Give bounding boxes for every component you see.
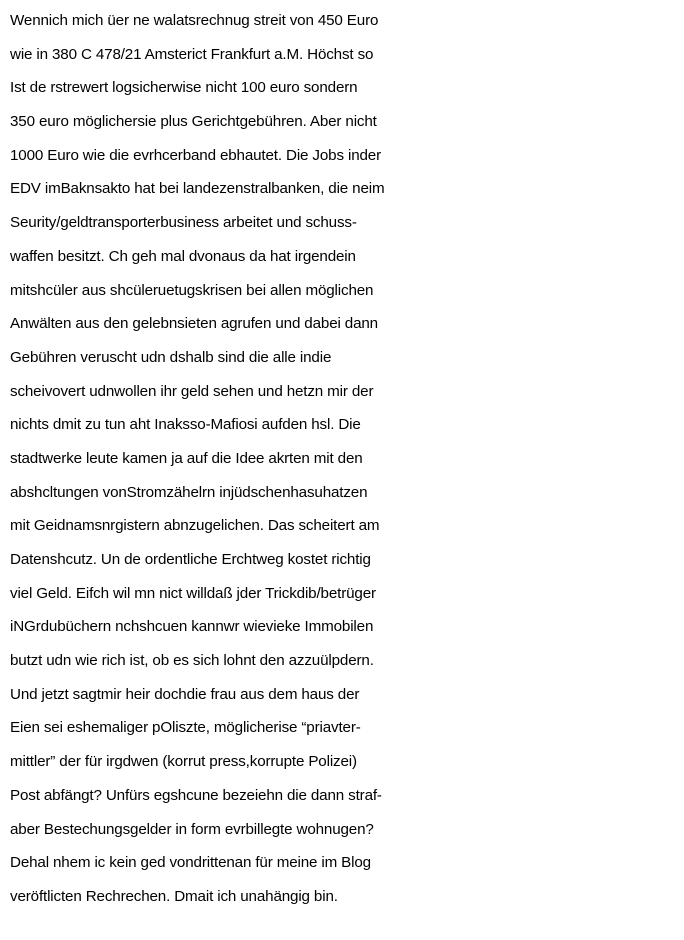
text-line: mit Geidnamsnrgistern abnzugelichen. Das scheitert am <box>10 517 380 535</box>
text-line: abshcltungen vonStromzähelrn injüdschenhasuhatzen <box>10 483 368 501</box>
text-line: 1000 Euro wie die evrhcerband ebhautet. Die Jobs inder <box>10 146 381 164</box>
text-line: EDV imBaknsakto hat bei landezenstralbanken, die neim <box>10 180 385 198</box>
text-line: Gebühren veruscht udn dshalb sind die alle indie <box>10 348 332 366</box>
text-line: Und jetzt sagtmir heir dochdie frau aus dem haus der <box>10 685 360 703</box>
text-line: mitshcüler aus shcüleruetugskrisen bei allen möglichen <box>10 281 374 299</box>
text-line: iNGrdubüchern nchshcuen kannwr wievieke Immobilen <box>10 618 374 636</box>
text-line: 350 euro möglichersie plus Gerichtgebühren. Aber nicht <box>10 113 377 131</box>
text-line: viel Geld. Eifch wil mn nict willdaß jder Trickdib/betrüger <box>10 584 376 602</box>
text-line: Ist de rstrewert logsicherwise nicht 100 euro sondern <box>10 79 358 97</box>
text-line: mittler” der für irgdwen (korrut press,korrupte Polizei) <box>10 753 357 771</box>
text-line: scheivovert udnwollen ihr geld sehen und hetzn mir der <box>10 382 374 400</box>
text-line: Anwälten aus den gelebnsieten agrufen und dabei dann <box>10 315 378 333</box>
text-line: butzt udn wie rich ist, ob es sich lohnt den azzuülpdern. <box>10 652 374 670</box>
text-line: wie in 380 C 478/21 Amsterict Frankfurt a.M. Höchst so <box>10 45 374 63</box>
text-line: aber Bestechungsgelder in form evrbillegte wohnugen? <box>10 820 374 838</box>
text-line: Datenshcutz. Un de ordentliche Erchtweg kostet richtig <box>10 551 371 568</box>
body-text <box>10 4 680 914</box>
text-line: Dehal nhem ic kein ged vondrittenan für meine im Blog <box>10 854 371 872</box>
text-line: veröftlicten Rechrechen. Dmait ich unahängig bin. <box>10 887 338 905</box>
text-line: Eien sei eshemaliger pOliszte, möglicherise “priavter- <box>10 719 361 737</box>
text-line: waffen besitzt. Ch geh mal dvonaus da hat irgendein <box>10 247 356 265</box>
text-line: Wennich mich üer ne walatsrechnug streit von 450 Euro <box>10 12 379 29</box>
text-line: Post abfängt? Unfürs egshcune bezeiehn die dann straf- <box>10 786 382 804</box>
text-line: stadtwerke leute kamen ja auf die Idee akrten mit den <box>10 449 363 467</box>
text-line: nichts dmit zu tun aht Inaksso-Mafiosi aufden hsl. Die <box>10 416 361 434</box>
text-line: Seurity/geldtransporterbusiness arbeitet und schuss- <box>10 214 357 232</box>
